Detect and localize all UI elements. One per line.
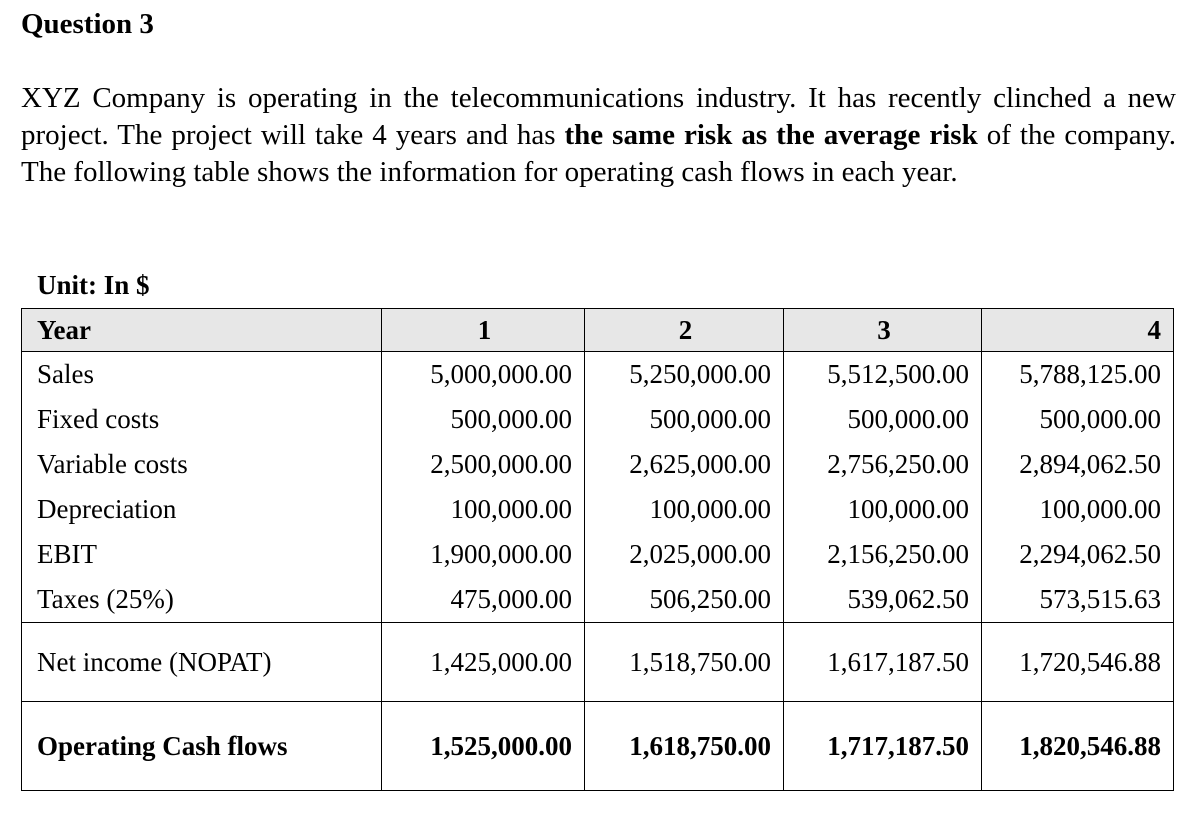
- cell-value: 475,000.00: [382, 577, 585, 623]
- cell-value: 1,720,546.88: [982, 623, 1174, 702]
- unit-label: Unit: In $: [37, 270, 150, 300]
- cell-value: 539,062.50: [784, 577, 982, 623]
- header-year-4: 4: [982, 309, 1174, 352]
- cell-value: 1,618,750.00: [585, 702, 784, 791]
- cell-value: 5,000,000.00: [382, 352, 585, 398]
- table-row-operating-cash-flows: [22, 702, 1174, 791]
- cell-value: 500,000.00: [784, 397, 982, 442]
- cell-value: 500,000.00: [982, 397, 1174, 442]
- paragraph-text-part2: of the company. The following table shows the information for operating cash flows in each year.: [21, 119, 1176, 188]
- cell-value: 1,518,750.00: [585, 623, 784, 702]
- cell-value: 5,512,500.00: [784, 352, 982, 398]
- cell-value: 1,717,187.50: [784, 702, 982, 791]
- cell-value: 5,788,125.00: [982, 352, 1174, 398]
- cell-value: 500,000.00: [382, 397, 585, 442]
- row-label: EBIT: [22, 532, 382, 577]
- table-row-sales: [22, 352, 1174, 398]
- row-label: Sales: [22, 352, 382, 398]
- cell-value: 2,756,250.00: [784, 442, 982, 487]
- cell-value: 1,425,000.00: [382, 623, 585, 702]
- cell-value: 1,820,546.88: [982, 702, 1174, 791]
- header-year-1: 1: [382, 309, 585, 352]
- cell-value: 100,000.00: [784, 487, 982, 532]
- row-label: Fixed costs: [22, 397, 382, 442]
- header-year-2: 2: [585, 309, 784, 352]
- cell-value: 1,900,000.00: [382, 532, 585, 577]
- table-row-net-income: [22, 623, 1174, 702]
- cell-value: 100,000.00: [585, 487, 784, 532]
- row-label: Taxes (25%): [22, 577, 382, 623]
- cell-value: 500,000.00: [585, 397, 784, 442]
- cell-value: 2,156,250.00: [784, 532, 982, 577]
- table-row-taxes: [22, 577, 1174, 623]
- cell-value: 2,894,062.50: [982, 442, 1174, 487]
- cell-value: 5,250,000.00: [585, 352, 784, 398]
- cell-value: 100,000.00: [382, 487, 585, 532]
- cell-value: 100,000.00: [982, 487, 1174, 532]
- table-row-ebit: [22, 532, 1174, 577]
- paragraph-emphasis: the same risk as the average risk: [564, 119, 978, 151]
- table-row-fixed-costs: [22, 397, 1174, 442]
- header-year-label: Year: [22, 309, 382, 352]
- cell-value: 2,025,000.00: [585, 532, 784, 577]
- cash-flow-table: [21, 308, 1174, 791]
- cell-value: 1,617,187.50: [784, 623, 982, 702]
- paragraph-text-part1: XYZ Company is operating in the telecommunications industry. It has recently clinched a new project. The project will take 4 years and has: [21, 82, 1176, 151]
- row-label: Operating Cash flows: [22, 702, 382, 791]
- cell-value: 573,515.63: [982, 577, 1174, 623]
- header-year-3: 3: [784, 309, 982, 352]
- question-paragraph: [21, 80, 1176, 191]
- row-label: Depreciation: [22, 487, 382, 532]
- question-title: Question 3: [21, 8, 154, 40]
- cell-value: 2,500,000.00: [382, 442, 585, 487]
- cell-value: 2,625,000.00: [585, 442, 784, 487]
- table-row-variable-costs: [22, 442, 1174, 487]
- cell-value: 2,294,062.50: [982, 532, 1174, 577]
- table-header-row: [22, 309, 1174, 352]
- table-row-depreciation: [22, 487, 1174, 532]
- cell-value: 506,250.00: [585, 577, 784, 623]
- row-label: Variable costs: [22, 442, 382, 487]
- cell-value: 1,525,000.00: [382, 702, 585, 791]
- row-label: Net income (NOPAT): [22, 623, 382, 702]
